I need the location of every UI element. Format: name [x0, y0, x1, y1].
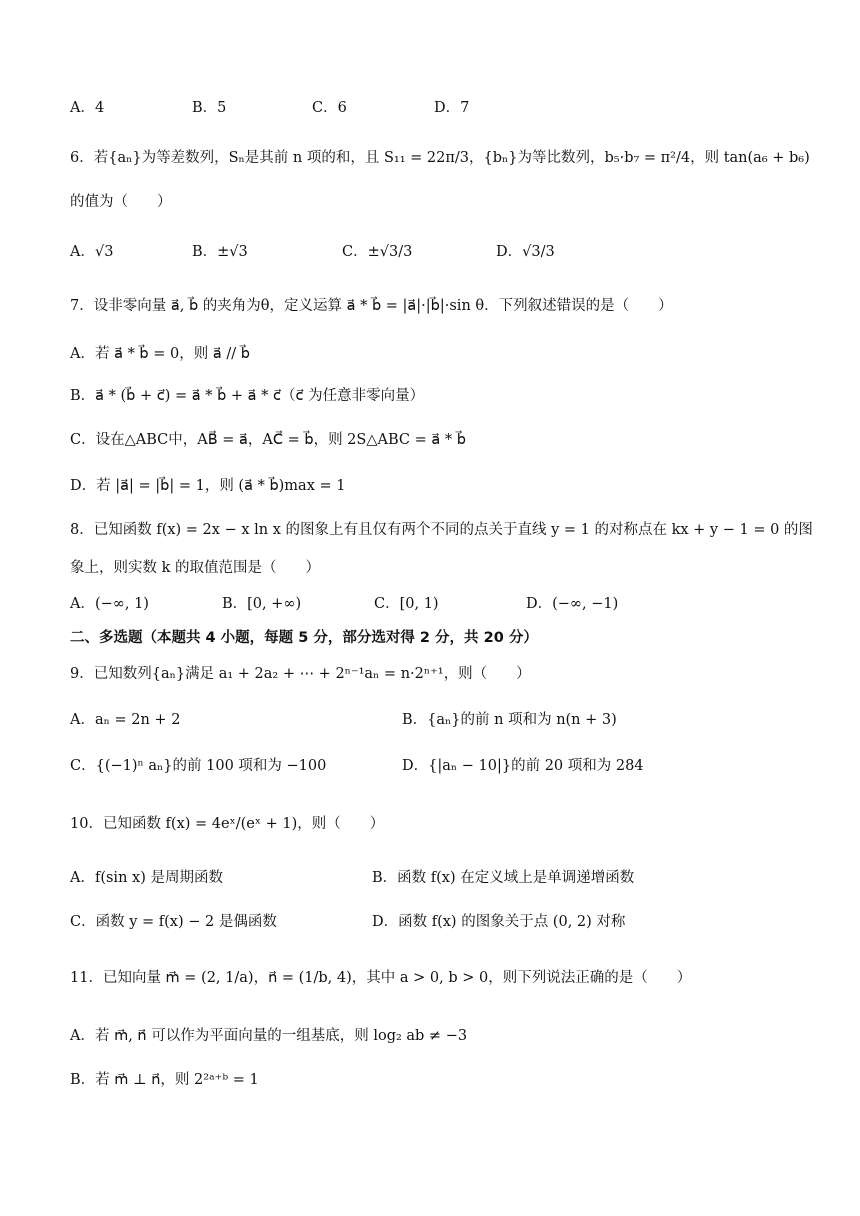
q5-option-a: A．4 — [70, 100, 105, 116]
q6-option-b: B．±√3 — [192, 244, 248, 260]
q9-option-c: C．{(−1)ⁿ aₙ}的前 100 项和为 −100 — [70, 758, 327, 774]
q6-stem-line1: 6．若{aₙ}为等差数列，Sₙ是其前 n 项的和，且 S₁₁ = 22π/3，{bₙ}为等比数列，b₅·b₇ = π²/4，则 tan(a₆ + b₆) — [70, 150, 810, 166]
q10-option-c: C．函数 y = f(x) − 2 是偶函数 — [70, 914, 277, 930]
section-heading-multiple-choice: 二、多选题（本题共 4 小题，每题 5 分，部分选对得 2 分，共 20 分） — [70, 630, 538, 646]
q11-option-a: A．若 m⃗, n⃗ 可以作为平面向量的一组基底，则 log₂ ab ≠ −3 — [70, 1028, 468, 1044]
q7-option-a: A．若 a⃗ * b⃗ = 0，则 a⃗ // b⃗ — [70, 346, 250, 362]
q5-option-d: D．7 — [434, 100, 470, 116]
q7-option-b: B．a⃗ * (b⃗ + c⃗) = a⃗ * b⃗ + a⃗ * c⃗（c⃗ 为任意非零向量） — [70, 388, 425, 404]
q6-stem-line2: 的值为（ ） — [70, 194, 172, 210]
q8-option-a: A．(−∞, 1) — [70, 596, 149, 612]
q8-option-b: B．[0, +∞) — [222, 596, 302, 612]
q9-option-d: D．{|aₙ − 10|}的前 20 项和为 284 — [402, 758, 644, 774]
q10-stem: 10．已知函数 f(x) = 4eˣ/(eˣ + 1)，则（ ） — [70, 816, 385, 832]
q5-option-c: C．6 — [312, 100, 347, 116]
q9-option-a: A．aₙ = 2n + 2 — [70, 712, 181, 728]
q6-option-d: D．√3/3 — [496, 244, 555, 260]
q10-option-b: B．函数 f(x) 在定义域上是单调递增函数 — [372, 870, 635, 886]
q11-option-b: B．若 m⃗ ⊥ n⃗，则 2²ᵃ⁺ᵇ = 1 — [70, 1072, 259, 1088]
q6-option-a: A．√3 — [70, 244, 114, 260]
q10-option-d: D．函数 f(x) 的图象关于点 (0, 2) 对称 — [372, 914, 626, 930]
q11-stem: 11．已知向量 m⃗ = (2, 1/a)，n⃗ = (1/b, 4)，其中 a > 0, b > 0，则下列说法正确的是（ ） — [70, 970, 692, 986]
q7-option-c: C．设在△ABC中，AB⃗ = a⃗，AC⃗ = b⃗，则 2S△ABC = a⃗ * b⃗ — [70, 432, 466, 448]
q6-option-c: C．±√3/3 — [342, 244, 413, 260]
q7-stem: 7．设非零向量 a⃗, b⃗ 的夹角为θ，定义运算 a⃗ * b⃗ = |a⃗|·|b⃗|·sin θ．下列叙述错误的是（ ） — [70, 298, 673, 314]
q7-option-d: D．若 |a⃗| = |b⃗| = 1，则 (a⃗ * b⃗)max = 1 — [70, 478, 346, 494]
q10-option-a: A．f(sin x) 是周期函数 — [70, 870, 223, 886]
q8-stem-line2: 象上，则实数 k 的取值范围是（ ） — [70, 560, 321, 576]
q8-stem-line1: 8．已知函数 f(x) = 2x − x ln x 的图象上有且仅有两个不同的点关于直线 y = 1 的对称点在 kx + y − 1 = 0 的图 — [70, 522, 813, 538]
q9-stem: 9．已知数列{aₙ}满足 a₁ + 2a₂ + ⋯ + 2ⁿ⁻¹aₙ = n·2ⁿ⁺¹，则（ ） — [70, 666, 531, 682]
q9-option-b: B．{aₙ}的前 n 项和为 n(n + 3) — [402, 712, 617, 728]
q5-option-b: B．5 — [192, 100, 227, 116]
q8-option-d: D．(−∞, −1) — [526, 596, 619, 612]
q8-option-c: C．[0, 1) — [374, 596, 439, 612]
